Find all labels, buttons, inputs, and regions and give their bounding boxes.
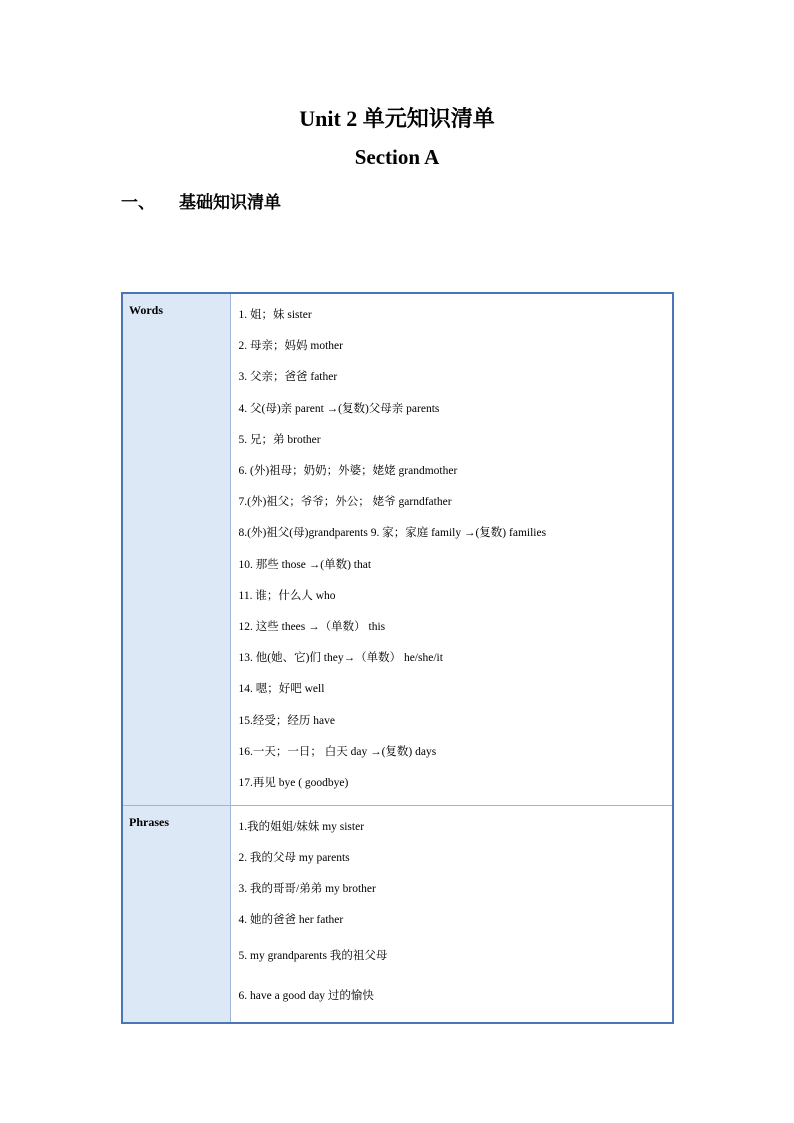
section-heading bbox=[121, 188, 281, 213]
phrases-row bbox=[122, 806, 673, 1024]
word-item: 15.经受；经历 have bbox=[238, 714, 335, 727]
phrase-item: 6. have a good day 过的愉快 bbox=[238, 990, 374, 1003]
word-item: 5. 兄；弟 brother bbox=[238, 433, 321, 446]
word-item: 6. (外)祖母；奶奶；外婆；姥姥 grandmother bbox=[238, 465, 458, 478]
knowledge-table bbox=[121, 292, 674, 1024]
word-item: 3. 父亲；爸爸 father bbox=[238, 371, 338, 384]
words-list bbox=[230, 293, 673, 806]
word-item: 16.一天；一日； 白天 day →(复数) days bbox=[238, 745, 437, 758]
phrases-list bbox=[230, 806, 673, 1024]
page-title: Unit 2 单元知识清单 bbox=[299, 106, 495, 131]
word-item: 7.(外)祖父；爷爷；外公； 姥爷 garndfather bbox=[238, 496, 452, 509]
heading-text: 基础知识清单 bbox=[179, 193, 281, 213]
phrase-item: 3. 我的哥哥/弟弟 my brother bbox=[238, 883, 376, 896]
section-title: Section A bbox=[354, 145, 440, 169]
heading-number: 一、 bbox=[121, 193, 155, 213]
word-item: 17.再见 bye ( goodbye) bbox=[238, 777, 349, 790]
word-item: 12. 这些 thees →（单数） this bbox=[238, 621, 386, 634]
word-item: 2. 母亲；妈妈 mother bbox=[238, 340, 343, 353]
word-item: 8.(外)祖父(母)grandparents 9. 家；家庭 family →(复数) families bbox=[238, 527, 547, 540]
words-row bbox=[122, 293, 673, 806]
phrase-item: 1.我的姐姐/妹妹 my sister bbox=[238, 821, 365, 834]
phrase-item: 4. 她的爸爸 her father bbox=[238, 914, 344, 927]
word-item: 14. 嗯；好吧 well bbox=[238, 683, 325, 696]
word-item: 13. 他(她、它)们 they→（单数） he/she/it bbox=[238, 652, 443, 665]
word-item: 11. 谁；什么人 who bbox=[238, 589, 336, 602]
word-item: 4. 父(母)亲 parent →(复数)父母亲 parents bbox=[238, 402, 440, 415]
phrases-label: Phrases bbox=[122, 806, 230, 1024]
phrase-item: 5. my grandparents 我的祖父母 bbox=[238, 950, 388, 963]
words-label: Words bbox=[122, 293, 230, 806]
word-item: 10. 那些 those →(单数) that bbox=[238, 558, 372, 571]
phrase-item: 2. 我的父母 my parents bbox=[238, 852, 350, 865]
word-item: 1. 姐；妹 sister bbox=[238, 309, 312, 321]
